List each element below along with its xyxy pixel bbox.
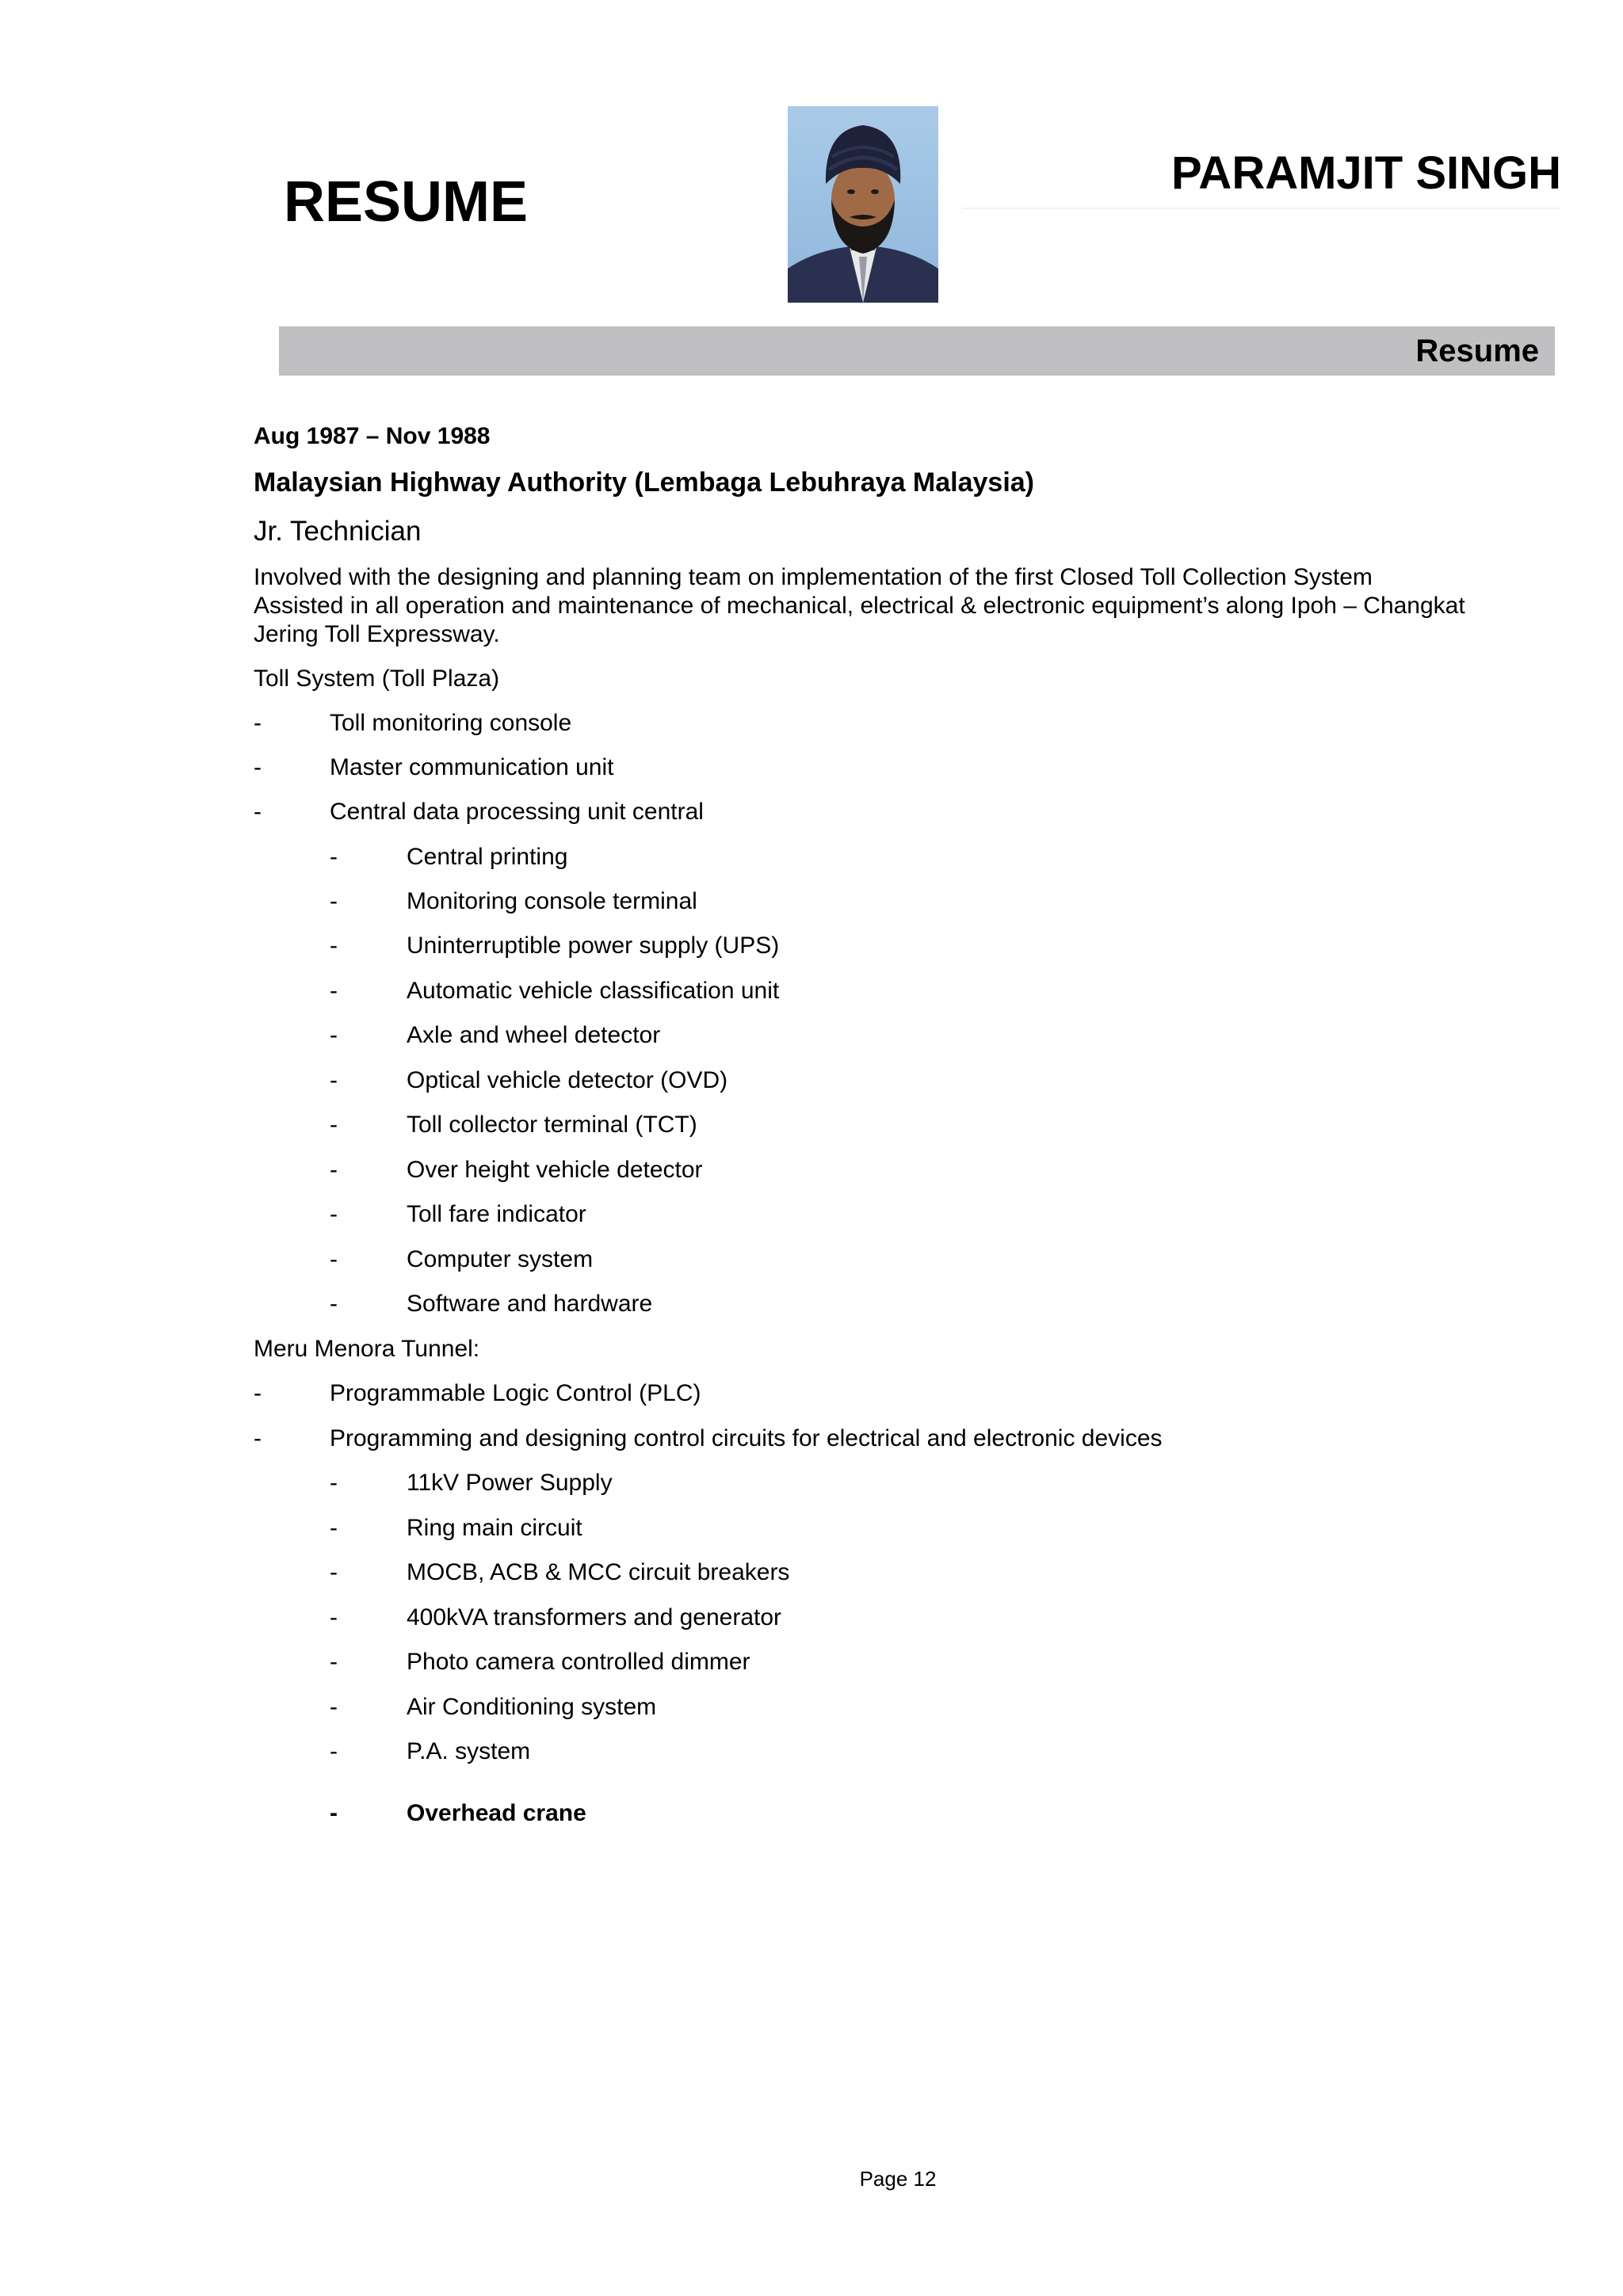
sub-list-item: Air Conditioning system [407,1694,657,1720]
bullet-dash: - [330,888,338,914]
list-item: Programming and designing control circuits for electrical and electronic devices [330,1425,1163,1451]
name-underline [962,208,1561,209]
job-employer: Malaysian Highway Authority (Lembaga Lebuhraya Malaysia) [254,467,1035,498]
bullet-dash: - [330,1604,338,1630]
bullet-dash: - [330,1515,338,1541]
bullet-dash: - [330,1022,338,1048]
sub-list-item-bold: Overhead crane [407,1800,586,1826]
sub-list-item: P.A. system [407,1738,531,1764]
sub-list-item: Uninterruptible power supply (UPS) [407,933,780,959]
candidate-name: PARAMJIT SINGH [1171,147,1561,199]
job-description-line: Involved with the designing and planning team on implementation of the first Closed Toll Collection System [254,564,1373,590]
tunnel-section-title: Meru Menora Tunnel: [254,1336,480,1362]
profile-photo [788,106,938,303]
bullet-dash: - [330,1246,338,1272]
job-description-line: Assisted in all operation and maintenance of mechanical, electrical & electronic equipment’s along Ipoh – Changkat [254,593,1465,619]
bullet-dash: - [254,710,262,736]
bullet-dash: - [330,1067,338,1093]
toll-section-title: Toll System (Toll Plaza) [254,666,500,692]
sub-list-item: MOCB, ACB & MCC circuit breakers [407,1559,790,1585]
job-position: Jr. Technician [254,516,422,547]
bullet-dash: - [330,1201,338,1227]
bullet-dash: - [254,1380,262,1406]
page-number: Page 12 [859,2167,937,2191]
sub-list-item: Over height vehicle detector [407,1157,703,1183]
job-description-line: Jering Toll Expressway. [254,621,500,647]
sub-list-item: 400kVA transformers and generator [407,1604,782,1630]
bullet-dash: - [254,799,262,825]
sub-list-item: 11kV Power Supply [407,1470,613,1496]
section-banner [279,326,1555,376]
sub-list-item: Computer system [407,1246,594,1272]
sub-list-item: Optical vehicle detector (OVD) [407,1067,728,1093]
banner-label: Resume [1415,334,1539,368]
list-item: Programmable Logic Control (PLC) [330,1380,701,1406]
bullet-dash: - [330,1800,338,1826]
list-item: Master communication unit [330,754,614,780]
sub-list-item: Automatic vehicle classification unit [407,978,780,1004]
sub-list-item: Photo camera controlled dimmer [407,1649,750,1675]
sub-list-item: Toll fare indicator [407,1201,586,1227]
bullet-dash: - [330,1694,338,1720]
bullet-dash: - [330,978,338,1004]
list-item: Central data processing unit central [330,799,704,825]
bullet-dash: - [254,754,262,780]
bullet-dash: - [330,1157,338,1183]
bullet-dash: - [330,933,338,959]
sub-list-item: Ring main circuit [407,1515,582,1541]
bullet-dash: - [330,1649,338,1675]
sub-list-item: Monitoring console terminal [407,888,697,914]
bullet-dash: - [330,1112,338,1138]
bullet-dash: - [330,844,338,870]
bullet-dash: - [330,1559,338,1585]
resume-heading: RESUME [284,170,529,234]
list-item: Toll monitoring console [330,710,572,736]
job-dates: Aug 1987 – Nov 1988 [254,423,491,449]
bullet-dash: - [330,1738,338,1764]
sub-list-item: Axle and wheel detector [407,1022,661,1048]
bullet-dash: - [330,1470,338,1496]
bullet-dash: - [254,1425,262,1451]
sub-list-item: Software and hardware [407,1291,653,1317]
sub-list-item: Toll collector terminal (TCT) [407,1112,697,1138]
sub-list-item: Central printing [407,844,568,870]
bullet-dash: - [330,1291,338,1317]
